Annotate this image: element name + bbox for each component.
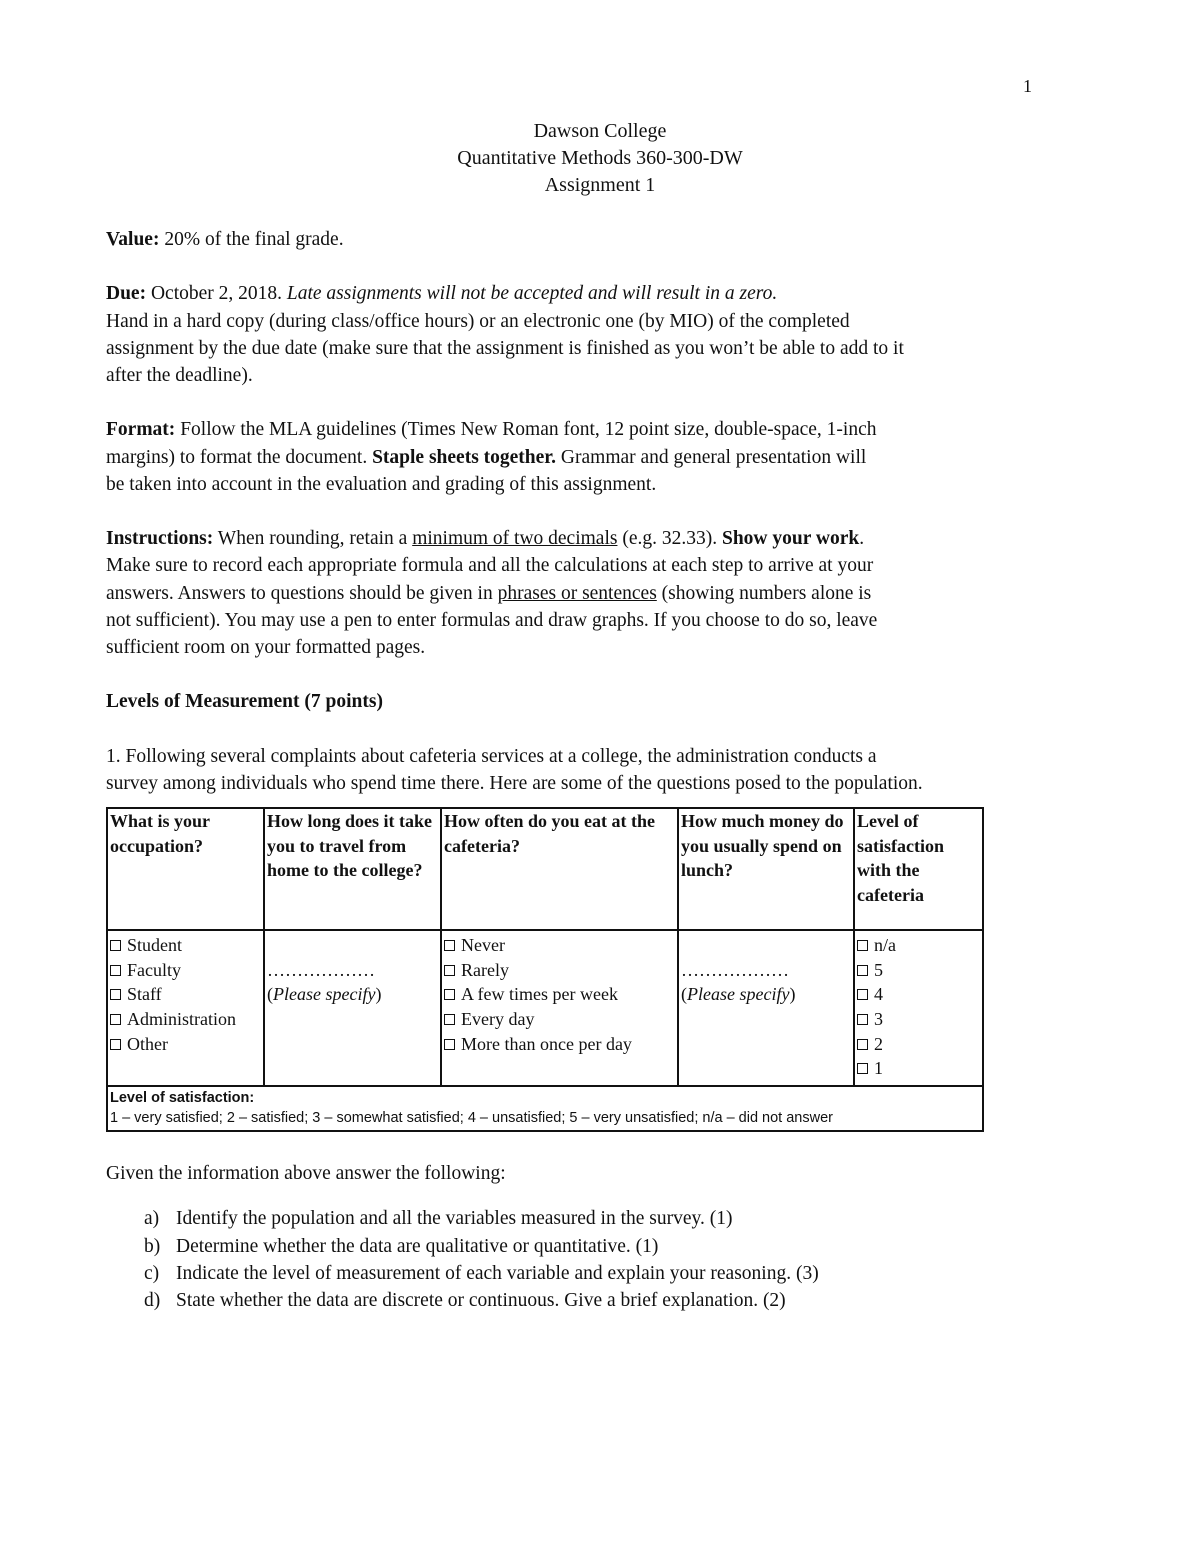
staple-note: Staple sheets together. — [372, 446, 557, 468]
due-line — [106, 280, 1106, 307]
travel-time-specify: (Please specify) — [267, 984, 382, 1005]
option-4[interactable]: 4 — [857, 982, 980, 1007]
section-title: Levels of Measurement (7 points) — [106, 691, 383, 713]
option-3[interactable]: 3 — [857, 1007, 980, 1032]
value-text: 20% of the final grade. — [159, 229, 344, 250]
checkbox-icon[interactable] — [110, 1039, 121, 1050]
lunch-money-blank[interactable]: ……………… — [681, 959, 789, 980]
value-line — [106, 226, 1106, 253]
given-text: Given the information above answer the following: — [106, 1163, 506, 1185]
header-frequency: How often do you eat at the cafeteria? — [441, 808, 678, 930]
option-other[interactable]: Other — [110, 1032, 261, 1057]
legend-title: Level of satisfaction: — [110, 1090, 255, 1107]
survey-header-row — [107, 808, 983, 930]
format-line-2: margins) to format the document. Staple sheets together. Grammar and general presentation will — [106, 446, 867, 468]
header-occupation: What is your occupation? — [107, 808, 264, 930]
assignment-title: Assignment 1 — [544, 174, 656, 196]
instructions-line-5: sufficient room on your formatted pages. — [106, 637, 426, 658]
lunch-money-specify: (Please specify) — [681, 984, 796, 1005]
college-name: Dawson College — [533, 120, 667, 142]
option-1[interactable]: 1 — [857, 1056, 980, 1081]
sub-question-c: c) Indicate the level of measurement of each variable and explain your reasoning. (3) — [144, 1262, 819, 1284]
option-rarely[interactable]: Rarely — [444, 958, 675, 983]
document-header — [0, 118, 1200, 199]
checkbox-icon[interactable] — [857, 989, 868, 1000]
late-note: Late assignments will not be accepted and will result in a zero. — [286, 283, 778, 305]
option-every-day[interactable]: Every day — [444, 1007, 675, 1032]
checkbox-icon[interactable] — [110, 1014, 121, 1025]
option-never[interactable]: Never — [444, 933, 675, 958]
legend-text: 1 – very satisfied; 2 – satisfied; 3 – somewhat satisfied; 4 – unsatisfied; 5 – very unsatisfied; n/a – did not answer — [110, 1110, 833, 1127]
survey-options-row — [107, 930, 983, 1086]
option-na[interactable]: n/a — [857, 933, 980, 958]
lunch-money-answer — [678, 930, 854, 1086]
header-travel-time: How long does it take you to travel from home to the college? — [264, 808, 441, 930]
format-line-3: be taken into account in the evaluation and grading of this assignment. — [106, 473, 657, 495]
option-2[interactable]: 2 — [857, 1032, 980, 1057]
due-line-4: after the deadline). — [106, 365, 253, 386]
checkbox-icon[interactable] — [110, 989, 121, 1000]
checkbox-icon[interactable] — [857, 940, 868, 951]
page-number: 1 — [1023, 76, 1032, 96]
due-line-2: Hand in a hard copy (during class/office hours) or an electronic one (by MIO) of the completed — [106, 310, 850, 332]
checkbox-icon[interactable] — [444, 965, 455, 976]
instructions-label: Instructions: — [106, 528, 214, 550]
checkbox-icon[interactable] — [444, 989, 455, 1000]
checkbox-icon[interactable] — [857, 1014, 868, 1025]
checkbox-icon[interactable] — [444, 1014, 455, 1025]
instructions-line-3: answers. Answers to questions should be given in phrases or sentences (showing numbers alone is — [106, 582, 872, 604]
sub-question-d: d) State whether the data are discrete or continuous. Give a brief explanation. (2) — [144, 1290, 786, 1311]
checkbox-icon[interactable] — [857, 965, 868, 976]
value-label: Value: — [106, 229, 160, 250]
phrases-underlined: phrases or sentences — [497, 582, 657, 604]
show-work: Show your work — [721, 528, 860, 550]
option-few-times-per-week[interactable]: A few times per week — [444, 982, 675, 1007]
due-date: October 2, 2018. — [146, 283, 287, 305]
travel-time-blank[interactable]: ……………… — [267, 959, 375, 980]
instructions-line-4: not sufficient). You may use a pen to enter formulas and draw graphs. If you choose to do so, leave — [106, 609, 878, 631]
header-lunch-money: How much money do you usually spend on lunch? — [678, 808, 854, 930]
travel-time-answer — [264, 930, 441, 1086]
survey-table — [106, 807, 984, 1132]
checkbox-icon[interactable] — [857, 1063, 868, 1074]
due-line-3: assignment by the due date (make sure that the assignment is finished as you won’t be able to add to it — [106, 337, 904, 359]
format-line-1: Format: Follow the MLA guidelines (Times New Roman font, 12 point size, double-space, 1-inch — [106, 419, 877, 441]
option-5[interactable]: 5 — [857, 958, 980, 983]
header-satisfaction: Level of satisfaction with the cafeteria — [854, 808, 983, 930]
instructions-line-1: Instructions: When rounding, retain a minimum of two decimals (e.g. 32.33). Show your work. — [106, 528, 865, 550]
frequency-options — [441, 930, 678, 1086]
sub-question-list — [106, 1205, 1106, 1314]
option-more-than-once[interactable]: More than once per day — [444, 1032, 675, 1057]
course-title: Quantitative Methods 360-300-DW — [457, 147, 743, 169]
sub-question-b: b) Determine whether the data are qualitative or quantitative. (1) — [144, 1235, 659, 1257]
checkbox-icon[interactable] — [857, 1039, 868, 1050]
due-label: Due: — [106, 283, 147, 305]
checkbox-icon[interactable] — [110, 940, 121, 951]
option-staff[interactable]: Staff — [110, 982, 261, 1007]
instructions-line-2: Make sure to record each appropriate formula and all the calculations at each step to arrive at your — [106, 555, 874, 577]
satisfaction-options — [854, 930, 983, 1086]
checkbox-icon[interactable] — [444, 1039, 455, 1050]
document-body — [106, 226, 1106, 1314]
option-faculty[interactable]: Faculty — [110, 958, 261, 983]
checkbox-icon[interactable] — [110, 965, 121, 976]
format-label: Format: — [106, 419, 176, 441]
checkbox-icon[interactable] — [444, 940, 455, 951]
occupation-options — [107, 930, 264, 1086]
min-decimals: minimum of two decimals — [412, 528, 618, 550]
question-1-line-1: 1. Following several complaints about cafeteria services at a college, the administration conducts a — [106, 745, 877, 767]
option-student[interactable]: Student — [110, 933, 261, 958]
sub-question-a: a) Identify the population and all the variables measured in the survey. (1) — [144, 1208, 733, 1230]
question-1-line-2: survey among individuals who spend time there. Here are some of the questions posed to the population. — [106, 772, 923, 794]
option-administration[interactable]: Administration — [110, 1007, 261, 1032]
survey-footer-row — [107, 1086, 983, 1131]
satisfaction-legend — [107, 1086, 983, 1131]
